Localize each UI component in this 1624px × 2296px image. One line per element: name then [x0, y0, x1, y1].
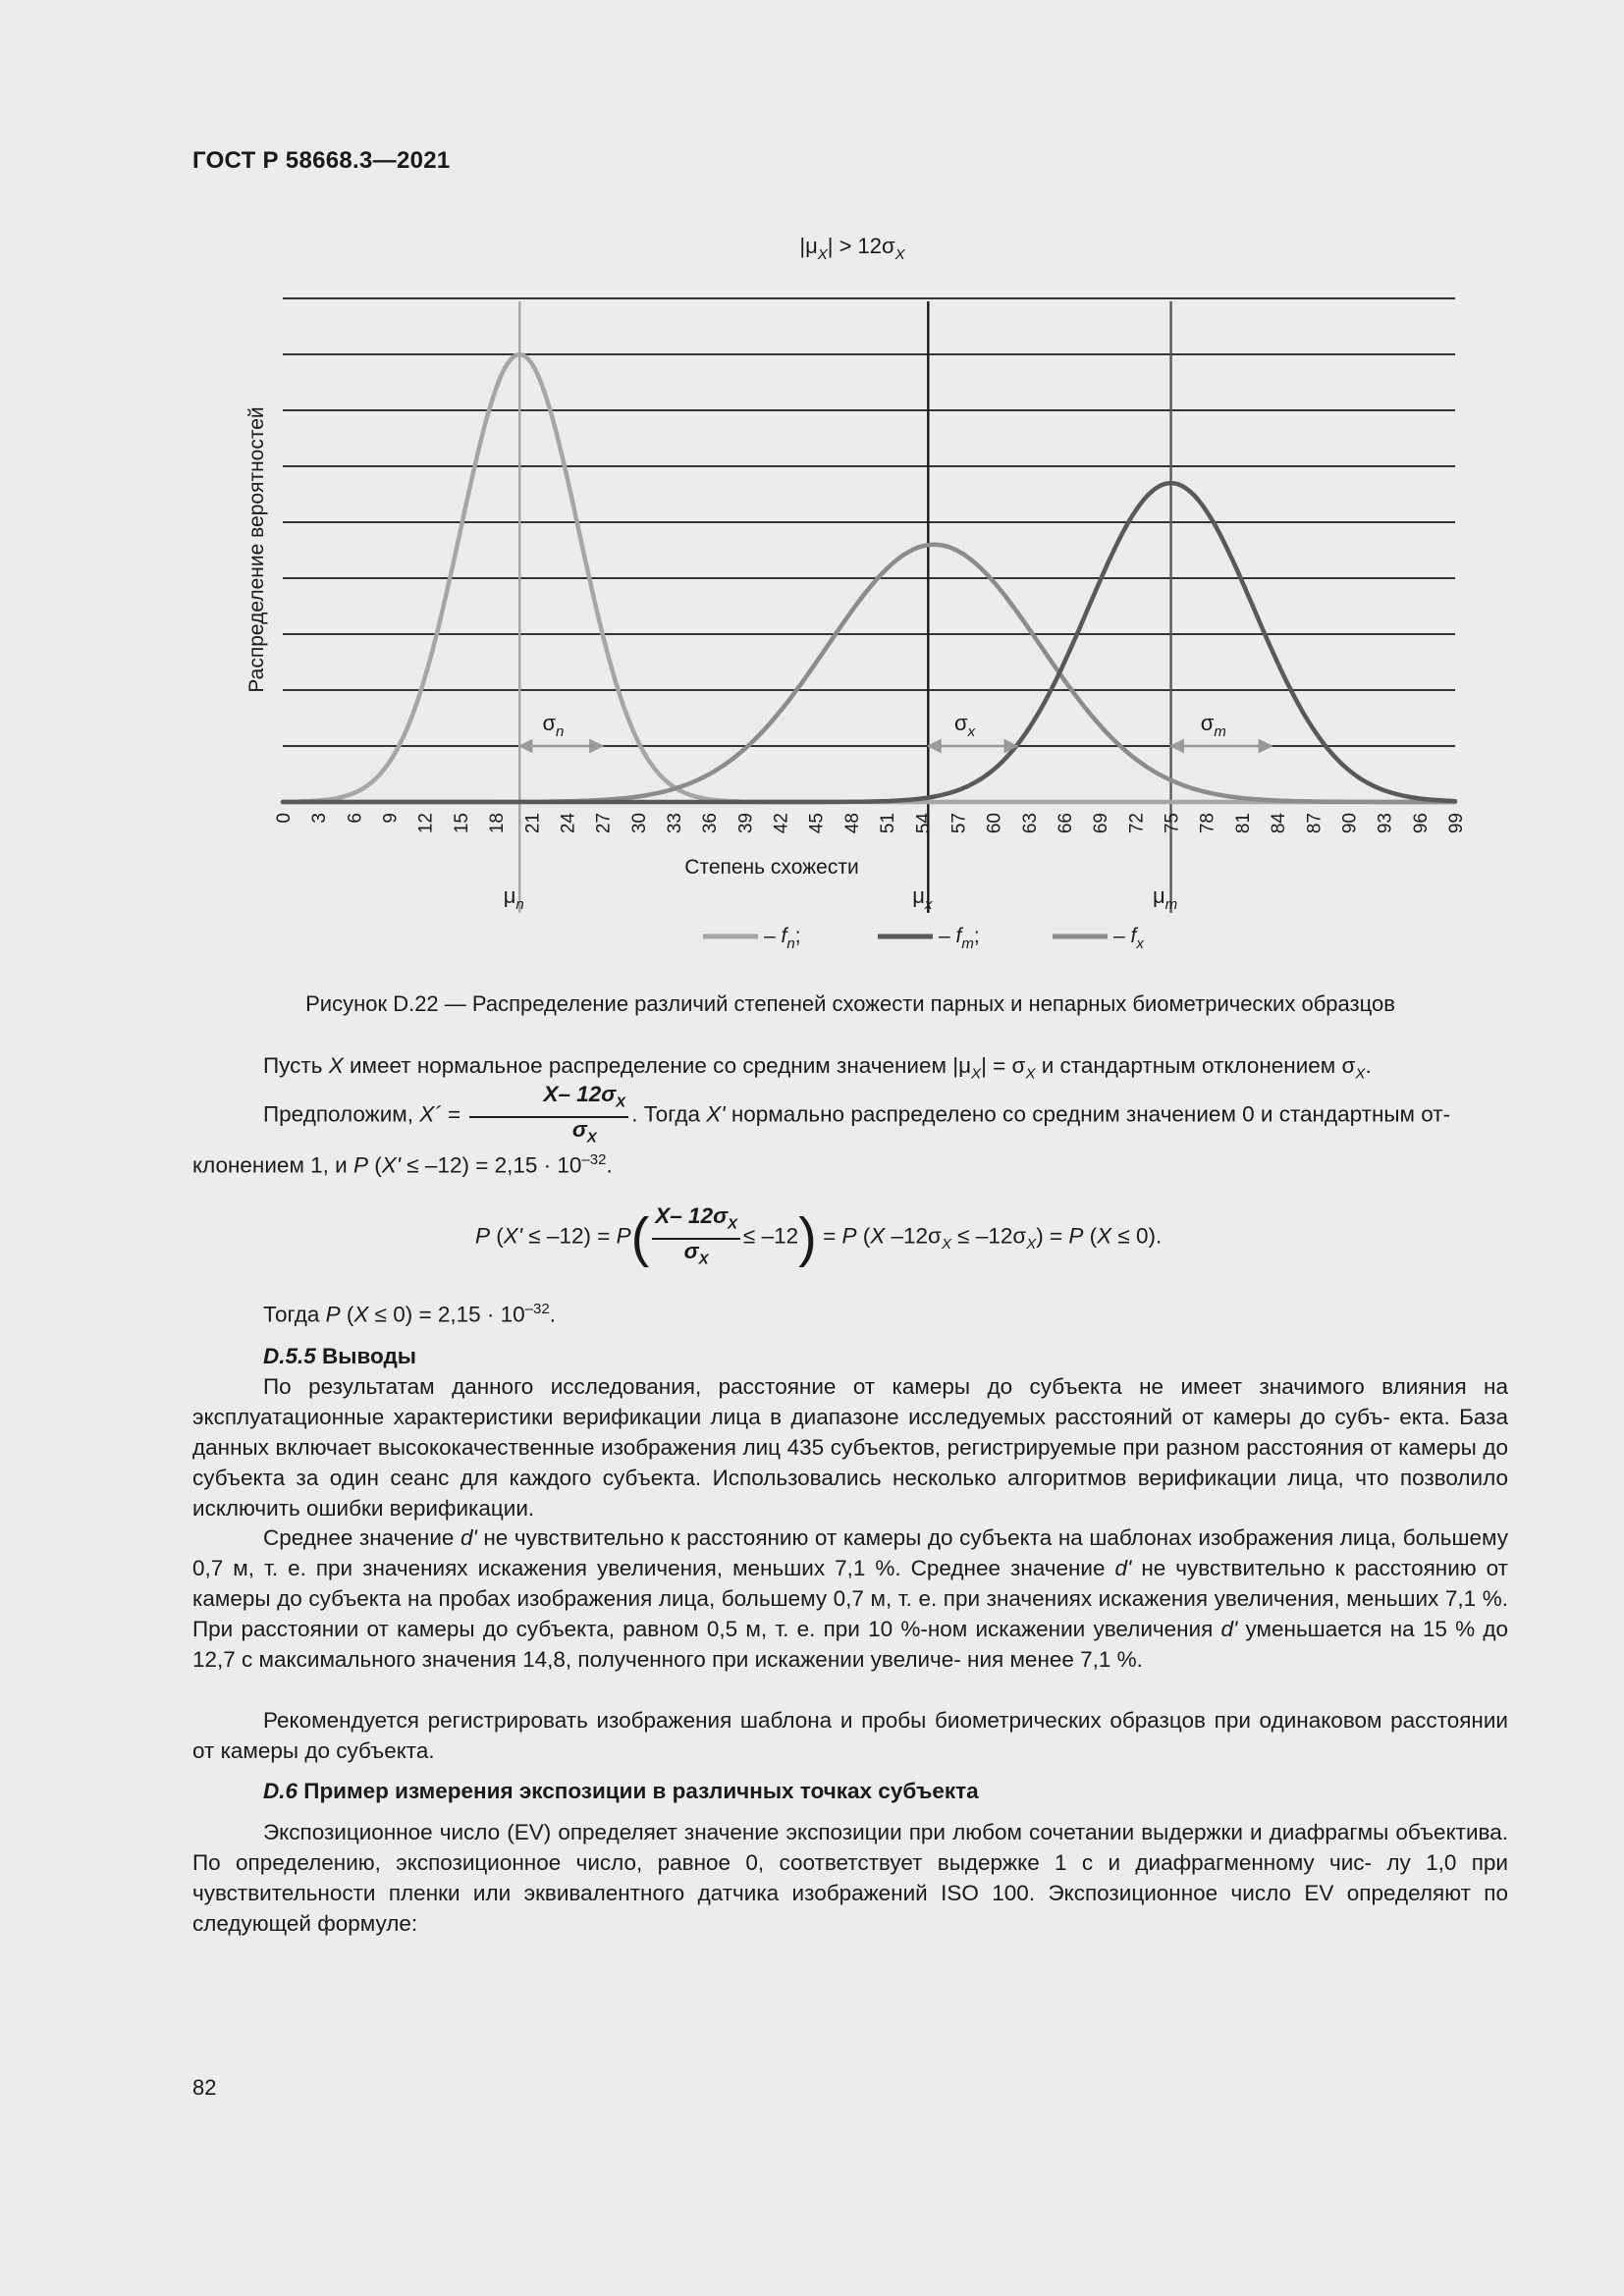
- x-tick-label: 9: [380, 813, 402, 824]
- paragraph-mean-value: Среднее значение d' не чувствительно к расстоянию от камеры до субъекта на шаблонах изображения лица, большему 0,7 м, т. е. при значениях искажения увеличения, меньших 7,1 %. Среднее значение d' не чувствительно к расстоянию от камеры до субъекта на пробах изображения лица, большему 0,7 м, т. е. при значениях искажения увеличения, меньших 7,1 %. При расстоянии от камеры до субъекта, равном 0,5 м, т. е. при 10 %-ном искажении увеличения d' уменьшается на 15 % до 12,7 с максимального значения 14,8, полученного при искажении увеличе- ния менее 7,1 %.: [192, 1525, 1508, 1672]
- x-tick-label: 84: [1269, 813, 1290, 834]
- x-tick-label: 51: [878, 813, 899, 834]
- x-tick-label: 87: [1304, 813, 1326, 834]
- chart-y-label: Распределение вероятностей: [245, 406, 268, 693]
- x-tick-label: 33: [665, 813, 685, 834]
- x-tick-label: 75: [1162, 813, 1183, 834]
- x-tick-label: 96: [1410, 813, 1432, 834]
- x-tick-label: 18: [487, 813, 509, 834]
- legend-entry: – $f_n$;: [764, 925, 801, 952]
- x-tick-label: 45: [806, 813, 828, 834]
- x-tick-label: 81: [1232, 813, 1254, 834]
- curve-f_x: [283, 545, 1455, 802]
- paragraph-assume: Предположим, X´ = $\frac{X- 12\sigma_X}{\sigma_X}$ . Тогда X' нормально распределено со средним значением 0 и стандартным от-: [192, 1082, 1508, 1149]
- x-tick-label: 69: [1091, 813, 1112, 834]
- legend-entry: – $f_m$;: [939, 925, 980, 952]
- sigma-label: $\sigma_x$: [953, 711, 976, 740]
- x-tick-label: 27: [593, 813, 615, 834]
- sigma-label: $\sigma_m$: [1200, 711, 1226, 740]
- x-tick-label: 48: [841, 813, 863, 834]
- x-tick-label: 12: [415, 813, 437, 834]
- chart-x-label: Степень схожести: [684, 856, 859, 879]
- mu-label: $\mu_n$: [503, 883, 524, 913]
- x-tick-label: 30: [628, 813, 650, 834]
- chart-legend: [703, 925, 1144, 952]
- page-number: 82: [192, 2075, 217, 2100]
- paragraph-recommendation: Рекомендуется регистрировать изображения шаблона и пробы биометрических образцов при одинаковом расстоянии от камеры до субъекта.: [192, 1708, 1508, 1763]
- x-tick-label: 66: [1056, 813, 1076, 834]
- probability-distribution-chart: [0, 0, 1624, 982]
- x-tick-label: 24: [558, 813, 579, 834]
- paragraph-conclusions: По результатам данного исследования, расстояние от камеры до субъекта не имеет значимого влияния на эксплуатационные характеристики верификации лица в диапазоне исследуемых расстояний от камеры до субъ- екта. База данных включает высококачественные изображения лиц 435 субъектов, регистрируемые при разном расстояния от камеры до субъекта за один сеанс для каждого субъекта. Использовались несколько алгоритмов верификации лица, что позволило исключить ошибки верификации.: [192, 1374, 1508, 1521]
- x-tick-label: 0: [274, 813, 295, 824]
- x-tick-label: 60: [984, 813, 1005, 834]
- x-tick-label: 15: [451, 813, 472, 834]
- x-tick-label: 42: [771, 813, 792, 834]
- paragraph-exposure: Экспозиционное число (EV) определяет значение экспозиции при любом сочетании выдержки и диафрагмы объектива. По определению, экспозиционное число, равное 0, соответствует выдержке 1 с и диафрагменному чис- лу 1,0 при чувствительности пленки или эквивалентного датчика изображений ISO 100. Экспозиционное число EV определяют по следующей формуле:: [192, 1820, 1508, 1936]
- x-tick-label: 63: [1019, 813, 1041, 834]
- x-tick-label: 90: [1339, 813, 1361, 834]
- x-tick-label: 78: [1197, 813, 1218, 834]
- section-heading-exposure: D.6 Пример измерения экспозиции в различных точках субъекта: [263, 1779, 979, 1803]
- probability-equation: P (X' ≤ –12) = P( $\frac{X- 12\sigma_X}{\sigma_X}$ ≤ –12) = P (X $-12\sigma_X \le -12\sigma_X) = P$ (X ≤ 0).: [475, 1203, 1163, 1268]
- chart-x-tick-labels: [274, 813, 1467, 834]
- x-tick-label: 6: [345, 813, 366, 824]
- normalization-fraction: $\frac{X- 12\sigma_X}{\sigma_X}$: [469, 1082, 628, 1149]
- x-tick-label: 21: [522, 813, 544, 834]
- chart-condition: $|\mu_X| > 12\sigma_X$: [799, 234, 905, 263]
- legend-entry: – $f_x$: [1113, 925, 1144, 952]
- figure-caption: Рисунок D.22 — Распределение различий степеней схожести парных и непарных биометрических образцов: [305, 991, 1395, 1016]
- x-tick-label: 72: [1126, 813, 1148, 834]
- x-tick-label: 39: [735, 813, 757, 834]
- x-tick-label: 93: [1375, 813, 1396, 834]
- x-tick-label: 36: [700, 813, 722, 834]
- sigma-label: $\sigma_n$: [542, 711, 565, 740]
- mu-label: $\mu_m$: [1152, 883, 1178, 913]
- chart-mu-labels: [504, 883, 1177, 913]
- mu-label: $\mu_x$: [912, 883, 933, 913]
- paragraph-distribution: Пусть X имеет нормальное распределение со средним значением $|\mu_X| = \sigma_X$ и стандартным отклонением $\sigma_X$.: [263, 1053, 1372, 1083]
- x-tick-label: 99: [1446, 813, 1467, 834]
- paragraph-then: Тогда P $(X \le 0) = 2,15 \cdot 10^{-32}$.: [263, 1301, 556, 1327]
- chart-gridlines: [283, 298, 1455, 802]
- x-tick-label: 54: [913, 813, 935, 834]
- paragraph-assume-cont: клонением 1, и P $(X' \le -12) = 2,15 \cdot 10^{-32}$.: [192, 1151, 613, 1178]
- x-tick-label: 57: [948, 813, 970, 834]
- x-tick-label: 3: [309, 813, 331, 824]
- document-header: ГОСТ Р 58668.3—2021: [192, 147, 451, 174]
- section-heading-conclusions: D.5.5 Выводы: [263, 1344, 416, 1368]
